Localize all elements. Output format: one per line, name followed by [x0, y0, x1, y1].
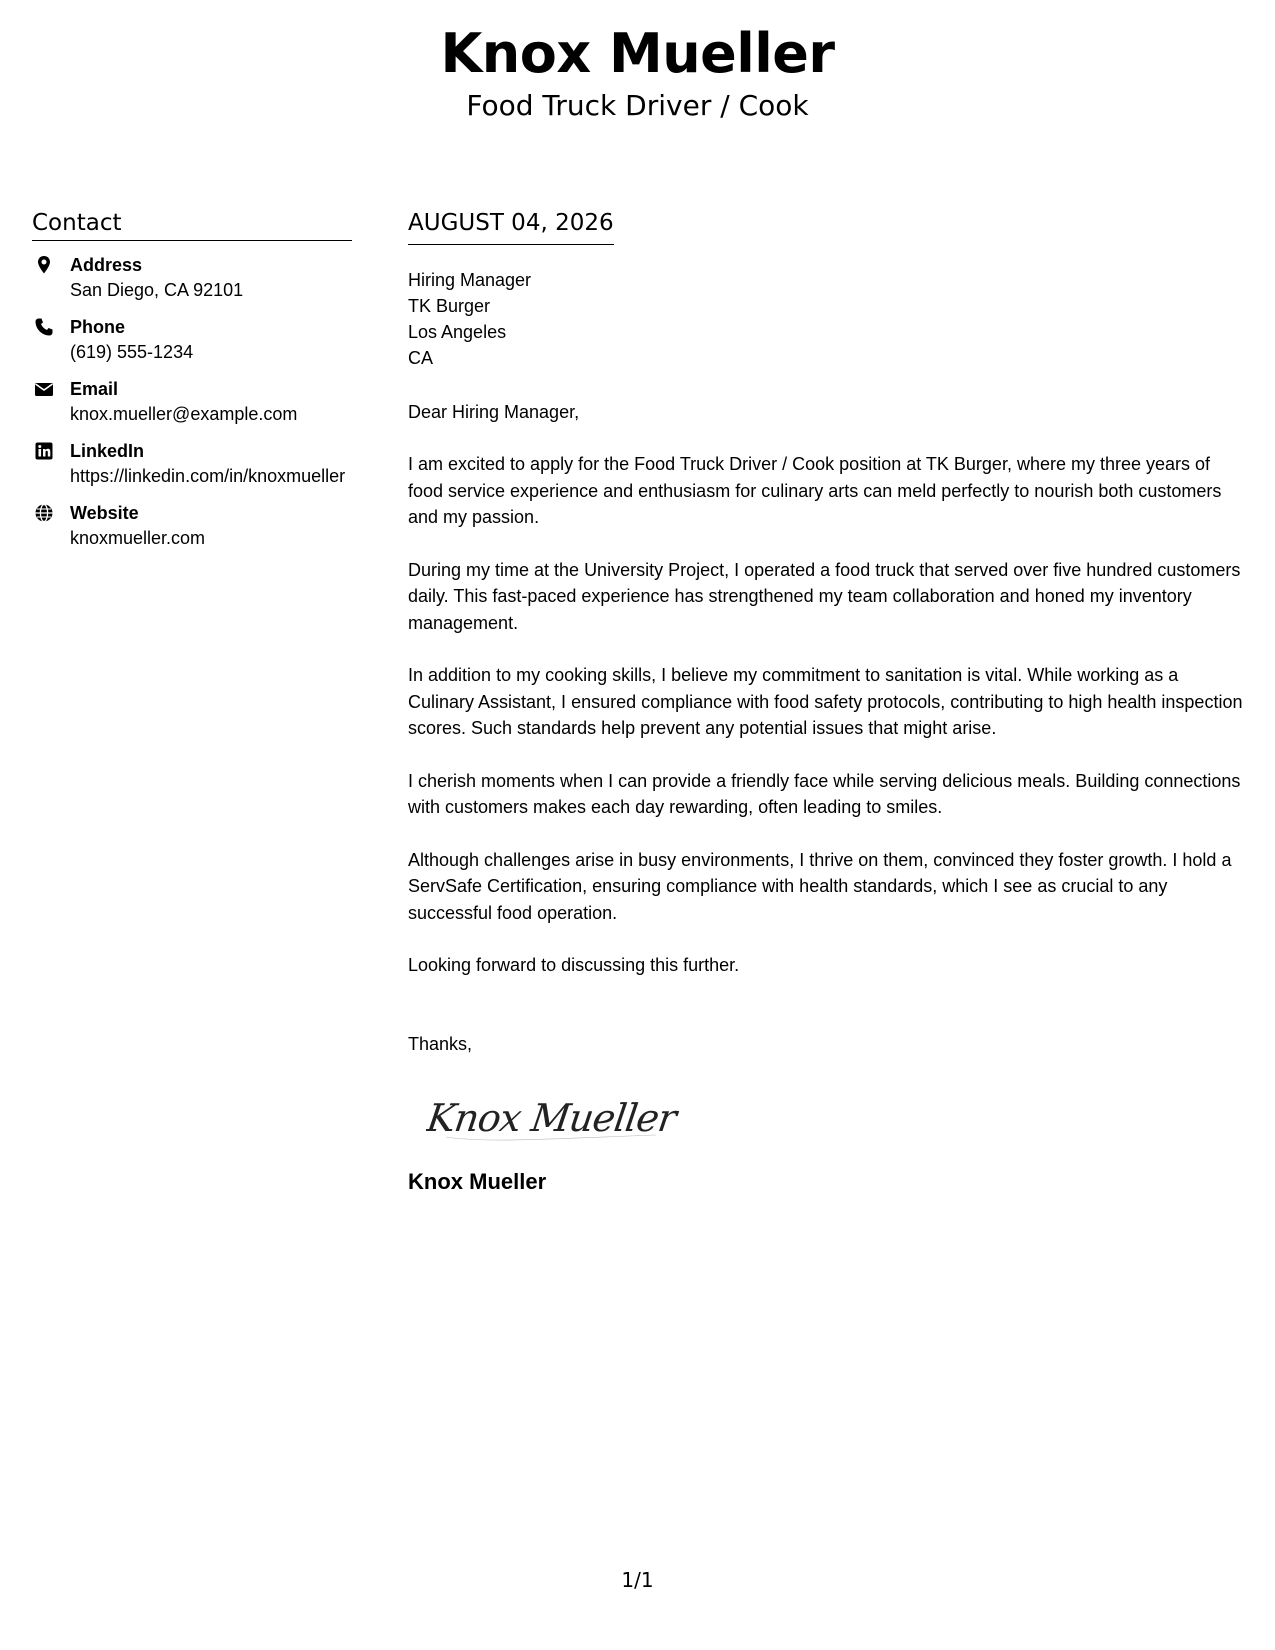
- signature-text: Knox Mueller: [426, 1096, 679, 1141]
- candidate-name: Knox Mueller: [440, 22, 835, 85]
- contact-label: Address: [70, 255, 143, 275]
- paragraph: In addition to my cooking skills, I believe my commitment to sanitation is vital. While working as a Culinary Assistant, I ensured compliance with food safety protocols, contributing to high health inspection scores. Such standards help prevent any potential issues that might arise.: [408, 665, 1243, 738]
- contact-value[interactable]: https://linkedin.com/in/knoxmueller: [70, 466, 346, 486]
- page-number: 1/1: [621, 1568, 654, 1592]
- contact-label: Website: [70, 503, 139, 523]
- recipient-block: [408, 267, 1248, 371]
- globe-icon: [34, 503, 54, 523]
- page-header: [0, 22, 1275, 124]
- contact-label: Email: [70, 379, 119, 399]
- contact-email: [32, 377, 352, 427]
- paragraph: I cherish moments when I can provide a friendly face while serving delicious meals. Building connections with customers makes each day rewarding, often leading to smiles.: [408, 770, 1241, 817]
- contact-sidebar: [32, 208, 352, 563]
- location-pin-icon: [34, 255, 54, 275]
- job-title: Food Truck Driver / Cook: [466, 89, 809, 122]
- contact-section-title: Contact: [32, 208, 352, 241]
- signature-image: [426, 1085, 686, 1155]
- contact-value: (619) 555-1234: [70, 342, 194, 362]
- contact-website: [32, 501, 352, 551]
- contact-label: Phone: [70, 317, 126, 337]
- recipient-line: Hiring Manager: [408, 270, 532, 290]
- recipient-line: TK Burger: [408, 296, 491, 316]
- contact-value[interactable]: knoxmueller.com: [70, 528, 206, 548]
- phone-icon: [34, 317, 54, 337]
- letter-date: AUGUST 04, 2026: [408, 208, 614, 245]
- envelope-icon: [34, 379, 54, 399]
- greeting: Dear Hiring Manager,: [408, 402, 580, 422]
- paragraph: Although challenges arise in busy environments, I thrive on them, convinced they foster growth. I hold a ServSafe Certification, ensuring compliance with health standards, which I see as crucial to any successful food operation.: [408, 849, 1232, 923]
- closing: Thanks,: [408, 1033, 473, 1054]
- contact-linkedin: [32, 439, 352, 489]
- linkedin-icon: [34, 441, 54, 461]
- letter-body: [408, 208, 1248, 1196]
- signed-name: Knox Mueller: [408, 1168, 547, 1194]
- contact-value: knox.mueller@example.com: [70, 404, 298, 424]
- contact-label: LinkedIn: [70, 441, 145, 461]
- contact-value: San Diego, CA 92101: [70, 280, 244, 300]
- recipient-line: Los Angeles: [408, 322, 507, 342]
- paragraph: Looking forward to discussing this further.: [408, 955, 740, 975]
- contact-phone: [32, 315, 352, 365]
- recipient-line: CA: [408, 348, 434, 368]
- contact-address: [32, 253, 352, 303]
- paragraph: I am excited to apply for the Food Truck Driver / Cook position at TK Burger, where my three years of food service experience and enthusiasm for culinary arts can meld perfectly to nourish both customers and my passion.: [408, 454, 1222, 527]
- contact-list: [32, 253, 352, 551]
- paragraph: During my time at the University Project, I operated a food truck that served over five hundred customers daily. This fast-paced experience has strengthened my team collaboration and honed my inventory management.: [408, 559, 1241, 633]
